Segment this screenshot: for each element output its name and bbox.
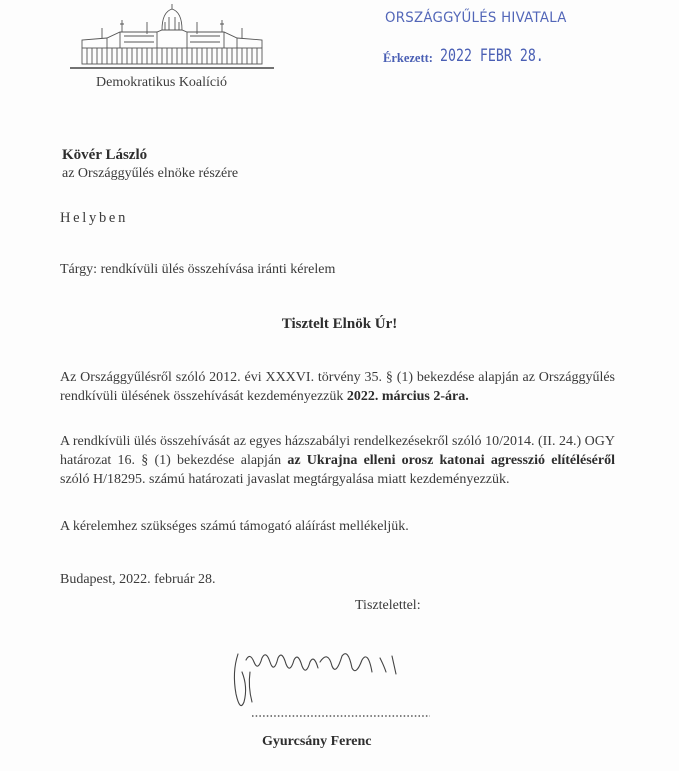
body-paragraph-2 [60,432,615,489]
paragraph-1-date: 2022. március 2-ára. [346,389,469,404]
paragraph-2-emphasis: az Ukrajna elleni orosz katonai agresszió elítéléséről [287,453,615,468]
signer-name: Gyurcsány Ferenc [262,734,372,749]
handwritten-signature [220,632,440,722]
paragraph-2-text-b: szóló H/18295. számú határozati javaslat megtárgyalása miatt kezdeményezzük. [60,472,510,487]
salutation: Tisztelt Elnök Úr! [281,316,398,332]
closing-phrase: Tisztelettel: [355,598,421,613]
place-line: Helyben [60,210,129,226]
body-paragraph-1 [60,368,615,406]
subject-line: Tárgy: rendkívüli ülés összehívása iránti kérelem [60,262,336,277]
paragraph-3-text: A kérelemhez szükséges számú támogató aláírást mellékeljük. [60,519,409,534]
paragraph-2-text-a: A rendkívüli ülés összehívását az egyes házszabályi rendelkezésekről szóló 10/2014. (II. 24.) OGY határozat 16. § (1) bekezdése alapján [60,434,615,468]
body-paragraph-3 [60,517,615,536]
stamp-received-label: Érkezett: [383,51,433,65]
paragraph-1-text: Az Országgyűlésről szóló 2012. évi XXXVI. törvény 35. § (1) bekezdése alapján az Országgyűlés rendkívüli ülésének összehívását kezdeményezzük [60,370,615,404]
recipient-name: Kövér László [62,147,148,163]
parliament-building-logo [62,0,282,72]
organization-name: Demokratikus Koalíció [96,75,228,90]
place-and-date: Budapest, 2022. február 28. [60,572,216,587]
recipient-title: az Országgyűlés elnöke részére [62,166,239,181]
stamp-office-name: ORSZÁGGYŰLÉS HIVATALA [385,10,567,26]
stamp-received-date: 2022 FEBR 28. [440,46,544,66]
